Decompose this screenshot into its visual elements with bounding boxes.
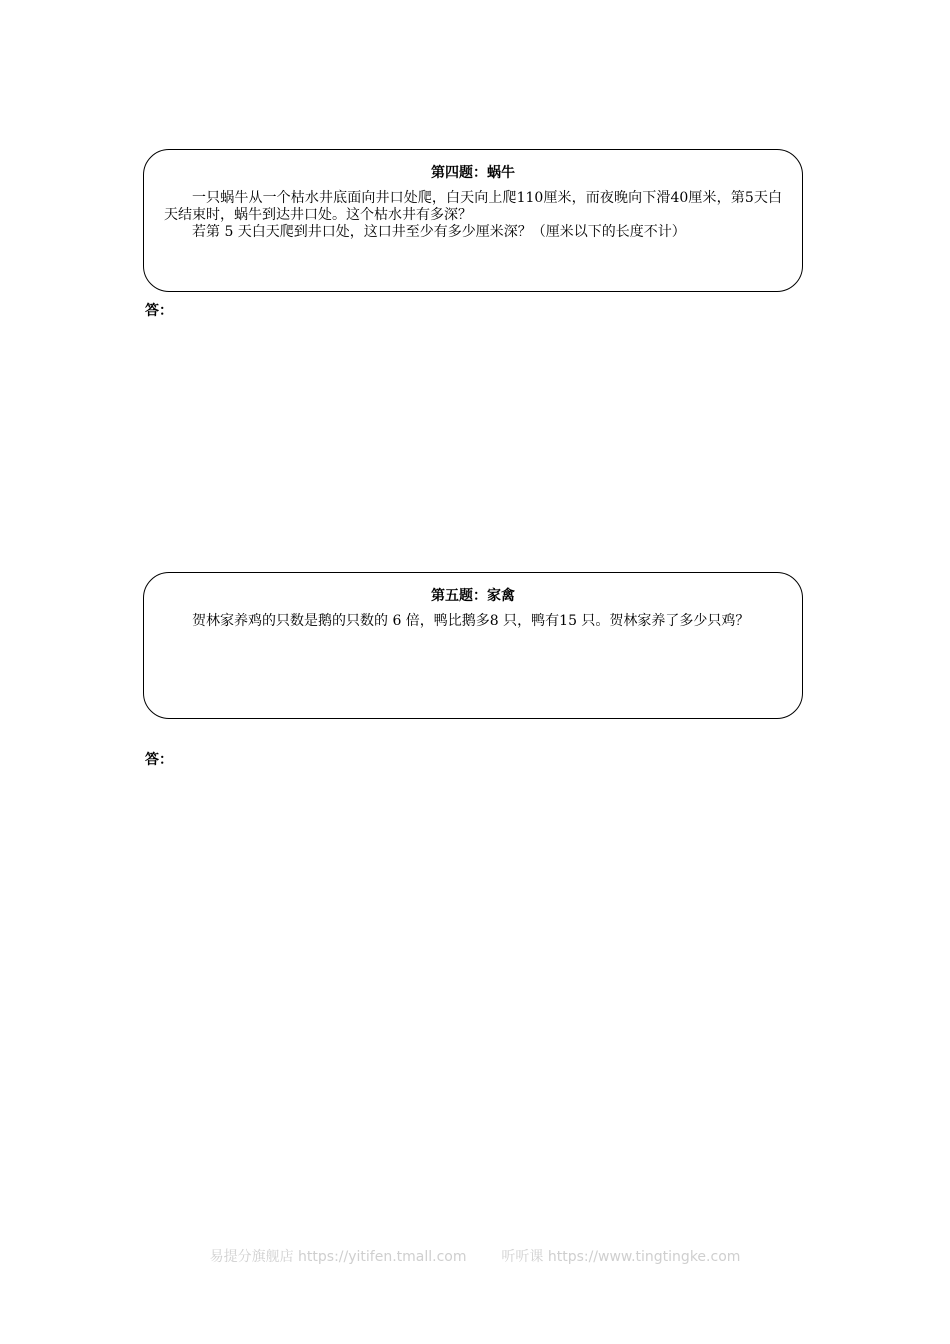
- problem-5-paragraph-1: 贺林家养鸡的只数是鹅的只数的 6 倍，鸭比鹅多8 只，鸭有15 只。贺林家养了多少只鸡？: [192, 613, 750, 629]
- footer-shop1-name: 易提分旗舰店: [209, 1249, 294, 1265]
- footer-shop1-link[interactable]: https://yitifen.tmall.com: [298, 1249, 467, 1265]
- problem-4-paragraph-2: 若第 5 天白天爬到井口处，这口井至少有多少厘米深？（厘米以下的长度不计）: [192, 224, 686, 240]
- footer-shop2-link[interactable]: https://www.tingtingke.com: [547, 1249, 741, 1265]
- problem-4-answer-label: 答：: [145, 303, 173, 319]
- problem-4-box: [143, 149, 803, 292]
- problem-4-title: 第四题：蜗牛: [431, 165, 515, 181]
- problem-5-title: 第五题：家禽: [431, 588, 515, 604]
- problem-5-box: [143, 572, 803, 719]
- problem-5-answer-label: 答：: [145, 752, 173, 768]
- problem-4-paragraph-1: 一只蜗牛从一个枯水井底面向井口处爬，白天向上爬110厘米，而夜晚向下滑40厘米，第5天白天结束时，蜗牛到达井口处。这个枯水井有多深？: [164, 190, 782, 223]
- page-footer: [0, 1246, 950, 1266]
- footer-shop2-name: 听听课: [501, 1249, 544, 1265]
